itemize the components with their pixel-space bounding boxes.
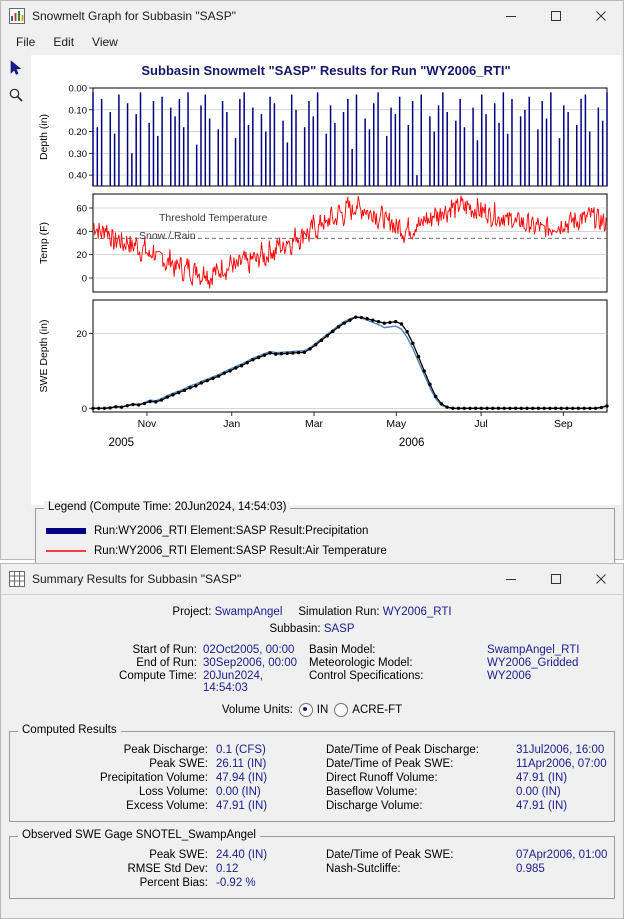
volume-units-option-acreft-label: ACRE-FT bbox=[352, 704, 403, 716]
summary-body bbox=[1, 594, 623, 918]
summary-results-window bbox=[0, 563, 624, 919]
svg-text:40: 40 bbox=[76, 226, 87, 238]
peak-discharge-value: 0.1 (CFS) bbox=[216, 744, 266, 756]
graph-body bbox=[1, 53, 623, 559]
graph-menubar bbox=[1, 31, 623, 54]
precipitation-volume-value: 47.94 (IN) bbox=[216, 772, 268, 784]
meteorologic-model-value: WY2006_Gridded bbox=[487, 657, 579, 669]
volume-units-label: Volume Units: bbox=[221, 704, 293, 716]
svg-text:Temp (F): Temp (F) bbox=[38, 222, 50, 264]
baseflow-volume-value: 0.00 (IN) bbox=[516, 786, 561, 798]
close-button[interactable] bbox=[578, 1, 623, 31]
svg-text:Jan: Jan bbox=[223, 418, 241, 430]
summary-window-controls bbox=[488, 564, 623, 594]
peak-swe-datetime-label: Date/Time of Peak SWE: bbox=[326, 758, 454, 770]
volume-units-radio-in[interactable] bbox=[299, 703, 329, 717]
control-specifications-value: WY2006 bbox=[487, 670, 532, 682]
legend-item-precipitation[interactable] bbox=[46, 521, 614, 541]
observed-peak-swe-datetime-label: Date/Time of Peak SWE: bbox=[326, 849, 454, 861]
computed-results-title: Computed Results bbox=[18, 724, 121, 736]
computed-results-grid bbox=[86, 744, 614, 812]
svg-text:2005: 2005 bbox=[108, 437, 135, 449]
observed-peak-swe-label: Peak SWE: bbox=[149, 849, 208, 861]
simulation-run-label: Simulation Run: bbox=[298, 606, 380, 618]
svg-text:Nov: Nov bbox=[137, 418, 157, 430]
menu-edit[interactable]: Edit bbox=[53, 35, 75, 49]
legend-item-air-temperature[interactable] bbox=[46, 541, 614, 561]
observed-swe-gage-group bbox=[9, 829, 615, 899]
computed-results-group bbox=[9, 724, 615, 822]
nash-sutcliffe-value: 0.985 bbox=[516, 863, 545, 875]
svg-text:Depth (in): Depth (in) bbox=[38, 113, 50, 161]
percent-bias-label: Percent Bias: bbox=[139, 877, 208, 889]
svg-text:0.30: 0.30 bbox=[68, 148, 87, 160]
close-button[interactable] bbox=[578, 564, 623, 594]
legend-label-precipitation: Run:WY2006_RTI Element:SASP Result:Precipitation bbox=[94, 525, 369, 537]
loss-volume-value: 0.00 (IN) bbox=[216, 786, 261, 798]
svg-text:20: 20 bbox=[76, 250, 87, 262]
end-of-run-label: End of Run: bbox=[136, 657, 197, 669]
svg-text:Sep: Sep bbox=[553, 418, 573, 430]
observed-peak-swe-datetime-value: 07Apr2006, 01:00 bbox=[516, 849, 608, 861]
precipitation-volume-label: Precipitation Volume: bbox=[99, 772, 208, 784]
svg-text:Mar: Mar bbox=[304, 418, 324, 430]
maximize-button[interactable] bbox=[533, 1, 578, 31]
svg-text:60: 60 bbox=[76, 203, 87, 215]
graph-window-controls bbox=[488, 1, 623, 31]
peak-swe-datetime-value: 11Apr2006, 07:00 bbox=[516, 758, 607, 770]
project-label: Project: bbox=[172, 606, 212, 618]
compute-time-label: Compute Time: bbox=[119, 670, 197, 682]
direct-runoff-volume-value: 47.91 (IN) bbox=[516, 772, 568, 784]
peak-discharge-label: Peak Discharge: bbox=[123, 744, 208, 756]
excess-volume-value: 47.91 (IN) bbox=[216, 800, 268, 812]
rmse-std-dev-label: RMSE Std Dev: bbox=[127, 863, 208, 875]
discharge-volume-label: Discharge Volume: bbox=[326, 800, 423, 812]
graph-window-title: Snowmelt Graph for Subbasin "SASP" bbox=[32, 9, 236, 23]
svg-text:May: May bbox=[386, 418, 407, 430]
basin-model-label: Basin Model: bbox=[309, 644, 376, 656]
nash-sutcliffe-label: Nash-Sutcliffe: bbox=[326, 863, 401, 875]
summary-window-title: Summary Results for Subbasin "SASP" bbox=[32, 572, 242, 586]
end-of-run-value: 30Sep2006, 00:00 bbox=[203, 657, 298, 669]
observed-swe-gage-title: Observed SWE Gage SNOTEL_SwampAngel bbox=[18, 829, 260, 841]
minimize-button[interactable] bbox=[488, 564, 533, 594]
svg-text:0: 0 bbox=[81, 403, 87, 415]
observed-results-grid bbox=[86, 849, 614, 889]
discharge-volume-value: 47.91 (IN) bbox=[516, 800, 568, 812]
volume-units-row bbox=[1, 703, 623, 717]
baseflow-volume-label: Baseflow Volume: bbox=[326, 786, 418, 798]
svg-text:0.40: 0.40 bbox=[68, 170, 87, 182]
arrow-select-tool[interactable] bbox=[3, 56, 29, 80]
svg-text:Threshold Temperature: Threshold Temperature bbox=[159, 212, 268, 224]
legend-swatch-air-temperature bbox=[46, 545, 86, 557]
legend-swatch-precipitation bbox=[46, 525, 86, 537]
basin-model-value: SwampAngel_RTI bbox=[487, 644, 580, 656]
excess-volume-label: Excess Volume: bbox=[126, 800, 208, 812]
start-of-run-value: 02Oct2005, 00:00 bbox=[203, 644, 295, 656]
control-specifications-label: Control Specifications: bbox=[309, 670, 424, 682]
start-of-run-label: Start of Run: bbox=[132, 644, 197, 656]
percent-bias-value: -0.92 % bbox=[216, 877, 256, 889]
compute-time-value: 20Jun2024, 14:54:03 bbox=[203, 670, 264, 694]
project-value: SwampAngel bbox=[214, 606, 283, 618]
svg-text:Snow / Rain: Snow / Rain bbox=[139, 230, 196, 242]
svg-text:0: 0 bbox=[81, 273, 87, 285]
legend-title: Legend (Compute Time: 20Jun2024, 14:54:03) bbox=[44, 501, 290, 513]
volume-units-radio-acreft[interactable] bbox=[334, 703, 402, 717]
radio-dot-icon bbox=[299, 703, 313, 717]
subbasin-label: Subbasin: bbox=[269, 623, 321, 635]
menu-file[interactable]: File bbox=[16, 35, 36, 49]
observed-spacer-value bbox=[516, 877, 614, 889]
summary-titlebar[interactable] bbox=[1, 564, 623, 594]
maximize-button[interactable] bbox=[533, 564, 578, 594]
observed-peak-swe-value: 24.40 (IN) bbox=[216, 849, 268, 861]
chart-window-icon bbox=[9, 8, 25, 24]
simulation-run-value: WY2006_RTI bbox=[382, 606, 452, 618]
rmse-std-dev-value: 0.12 bbox=[216, 863, 239, 875]
graph-toolstrip bbox=[1, 53, 31, 559]
peak-swe-label: Peak SWE: bbox=[149, 758, 208, 770]
observed-spacer-label bbox=[326, 877, 516, 889]
graph-titlebar[interactable] bbox=[1, 1, 623, 31]
svg-text:SWE Depth (in): SWE Depth (in) bbox=[38, 319, 50, 393]
minimize-button[interactable] bbox=[488, 1, 533, 31]
volume-units-option-in-label: IN bbox=[316, 704, 329, 716]
svg-text:0.10: 0.10 bbox=[68, 105, 87, 117]
radio-dot-icon bbox=[334, 703, 348, 717]
snowmelt-chart[interactable] bbox=[31, 78, 621, 498]
svg-text:20: 20 bbox=[76, 329, 87, 341]
direct-runoff-volume-label: Direct Runoff Volume: bbox=[326, 772, 438, 784]
svg-text:0.00: 0.00 bbox=[68, 83, 87, 95]
loss-volume-label: Loss Volume: bbox=[138, 786, 208, 798]
divider bbox=[1, 594, 623, 595]
summary-header bbox=[1, 604, 623, 638]
peak-discharge-datetime-value: 31Jul2006, 16:00 bbox=[516, 744, 605, 756]
chart-title: Subbasin Snowmelt "SASP" Results for Run "WY2006_RTI" bbox=[141, 63, 511, 78]
meteorologic-model-label: Meteorologic Model: bbox=[309, 657, 413, 669]
svg-text:Jul: Jul bbox=[474, 418, 488, 430]
run-info-grid bbox=[85, 644, 623, 694]
table-window-icon bbox=[9, 571, 25, 587]
peak-swe-value: 26.11 (IN) bbox=[216, 758, 267, 770]
plot-area bbox=[31, 55, 621, 505]
legend-label-air-temperature: Run:WY2006_RTI Element:SASP Result:Air Temperature bbox=[94, 545, 387, 557]
svg-text:0.20: 0.20 bbox=[68, 127, 87, 139]
menu-view[interactable]: View bbox=[92, 35, 118, 49]
peak-discharge-datetime-label: Date/Time of Peak Discharge: bbox=[326, 744, 479, 756]
svg-text:2006: 2006 bbox=[398, 437, 425, 449]
subbasin-value: SASP bbox=[323, 623, 355, 635]
zoom-tool[interactable] bbox=[3, 83, 29, 107]
